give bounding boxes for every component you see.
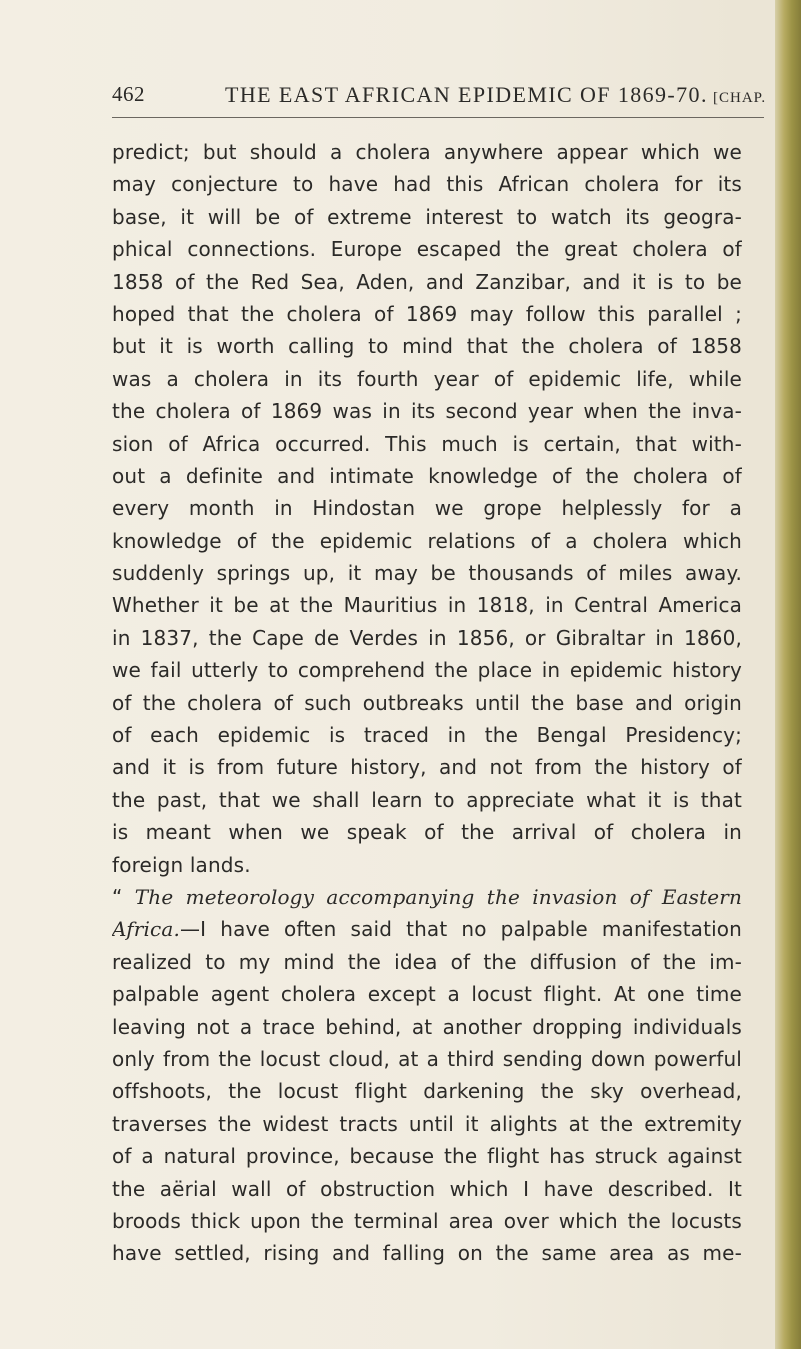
text-line: the aërial wall of obstruction which I have described. It — [112, 1176, 742, 1201]
text-line: leaving not a trace behind, at another dropping individuals — [112, 1014, 742, 1039]
text-line: out a definite and intimate knowledge of the cholera of — [112, 463, 742, 488]
chapter-abbrev: [CHAP. — [713, 90, 767, 106]
text-line: of a natural province, because the flight has struck against — [112, 1144, 742, 1169]
text-line: Whether it be at the Mauritius in 1818, in Central America — [112, 593, 742, 618]
text-line: have settled, rising and falling on the same area as me- — [112, 1241, 742, 1266]
text-line: predict; but should a cholera anywhere appear which we — [112, 140, 742, 164]
text-line: only from the locust cloud, at a third sending down powerful — [112, 1046, 742, 1071]
text-line: we fail utterly to comprehend the place in epidemic history — [112, 658, 742, 683]
text-line: in 1837, the Cape de Verdes in 1856, or Gibraltar in 1860, — [112, 625, 742, 650]
text-line: every month in Hindostan we grope helplessly for a — [112, 496, 742, 521]
open-quote: “ — [112, 884, 135, 909]
text-line: and it is from future history, and not from the history of — [112, 755, 742, 780]
text-line: sion of Africa occurred. This much is certain, that with- — [112, 431, 742, 456]
section-heading-italic: The meteorology accompanying the invasion of Eastern — [134, 884, 742, 909]
text-line: broods thick upon the terminal area over which the locusts — [112, 1208, 742, 1233]
text-line: but it is worth calling to mind that the cholera of 1858 — [112, 334, 742, 359]
text-line: suddenly springs up, it may be thousands of miles away. — [112, 561, 742, 586]
page-header — [112, 82, 772, 112]
page-number: 462 — [112, 82, 145, 106]
text-line: of the cholera of such outbreaks until the base and origin — [112, 690, 742, 715]
text-line: offshoots, the locust flight darkening the sky overhead, — [112, 1079, 742, 1104]
section-heading-line — [112, 881, 742, 913]
header-rule — [112, 117, 764, 118]
text-line: is meant when we speak of the arrival of cholera in — [112, 820, 742, 845]
text-line: the past, that we shall learn to appreciate what it is that — [112, 787, 742, 812]
text-line: 1858 of the Red Sea, Aden, and Zanzibar, and it is to be — [112, 269, 742, 294]
section-heading-line — [112, 913, 742, 945]
running-head: THE EAST AFRICAN EPIDEMIC OF 1869-70. — [225, 82, 708, 107]
text-line: hoped that the cholera of 1869 may follow this parallel ; — [112, 301, 742, 326]
body-text — [112, 136, 742, 1270]
text-line: palpable agent cholera except a locust flight. At one time — [112, 982, 742, 1007]
page-edge-binding — [775, 0, 801, 1349]
text-line: knowledge of the epidemic relations of a cholera which — [112, 528, 742, 553]
text-line: may conjecture to have had this African cholera for its — [112, 172, 742, 197]
section-heading-italic-end: Africa. — [112, 917, 180, 942]
section-text: —I have often said that no palpable manifestation — [179, 917, 742, 942]
text-line: of each epidemic is traced in the Bengal Presidency; — [112, 723, 742, 748]
text-line: realized to my mind the idea of the diffusion of the im- — [112, 949, 742, 974]
text-line: the cholera of 1869 was in its second year when the inva- — [112, 399, 742, 424]
text-line: base, it will be of extreme interest to watch its geogra- — [112, 204, 742, 229]
text-line: foreign lands. — [112, 852, 251, 877]
text-line: was a cholera in its fourth year of epidemic life, while — [112, 366, 742, 391]
text-line: phical connections. Europe escaped the great cholera of — [112, 237, 742, 262]
text-line: traverses the widest tracts until it alights at the extremity — [112, 1111, 742, 1136]
